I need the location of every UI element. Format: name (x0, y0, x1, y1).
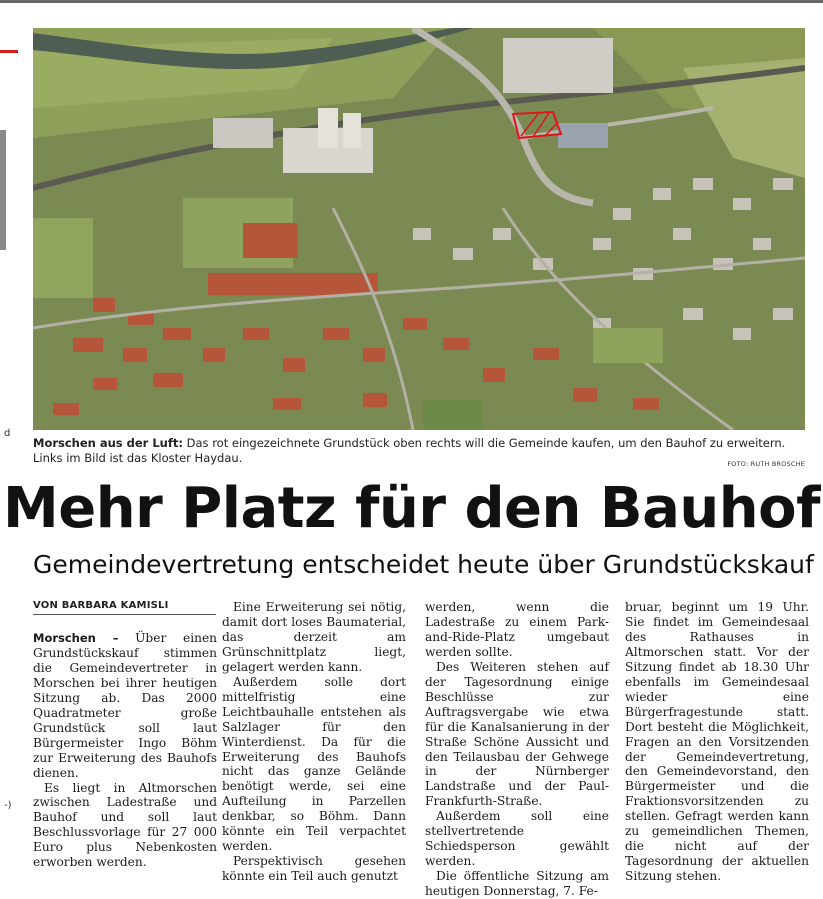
article-column-3 (425, 600, 609, 899)
paragraph: Die öffentliche Sitzung am heutigen Donnerstag, 7. Fe- (425, 869, 609, 899)
caption-text: Das rot eingezeichnete Grundstück oben rechts will die Gemeinde kaufen, um den Bauhof zu erweitern. Links im Bild ist das Kloster Haydau. (33, 436, 786, 465)
article-column-2 (222, 600, 406, 884)
aerial-photo-illustration (33, 28, 805, 430)
paragraph: Außerdem soll eine stellvertretende Schiedsperson gewählt werden. (425, 809, 609, 869)
dateline: Morschen – (33, 631, 119, 645)
adjacent-photo-edge (0, 130, 6, 250)
paragraph: Außerdem solle dort mittelfristig eine Leichtbauhalle entstehen als Salzlager für den Winterdienst. Da für die Erweiterung des Bauhofs nicht das ganze Gelände benötigt werde, sei eine Aufteilung in Parzellen denkbar, so Böhm. Dann könnte ein Teil verpachtet werden. (222, 674, 406, 854)
paragraph: Perspektivisch gesehen könnte ein Teil auch genutzt (222, 854, 406, 884)
paragraph: Des Weiteren stehen auf der Tagesordnung einige Beschlüsse zur Auftragsvergabe wie etwa für die Kanalsanierung in der Straße Schöne Aussicht und den Teilausbau der Gehwege in der Nürnberger Landstraße und der Paul-Frankfurth-Straße. (425, 659, 609, 809)
caption-label: Morschen aus der Luft: (33, 436, 183, 450)
adjacent-text-fragment: d (4, 428, 11, 439)
headline: Mehr Platz für den Bauhof (3, 476, 820, 541)
top-rule (0, 0, 823, 3)
photo-caption (33, 436, 805, 466)
adjacent-article-strip (0, 0, 30, 892)
byline: VON BARBARA KAMISLI (33, 600, 169, 611)
aerial-photo (33, 28, 805, 430)
article-column-4 (625, 600, 809, 884)
paragraph: Eine Erweiterung sei nötig, damit dort loses Baumaterial, das derzeit am Grünschnittplatz liegt, gelagert werden kann. (222, 600, 406, 674)
paragraph: bruar, beginnt um 19 Uhr. Sie findet im Gemeindesaal des Rathauses in Altmorschen statt. Vor der Sitzung findet ab 18.30 Uhr ebenfalls im Gemeindesaal wieder eine Bürgerfragestunde statt. Dort besteht die Möglichkeit, Fragen an den Vorsitzenden der Gemeindevertretung, den Gemeindevorstand, den Bürgermeister und die Fraktionsvorsitzenden zu stellen. Gefragt werden kann zu gemeindlichen Themen, die nicht auf der Tagesordnung der aktuellen Sitzung stehen. (625, 600, 809, 884)
photo-credit: FOTO: RUTH BROSCHE (727, 460, 805, 468)
adjacent-text-fragment: -) (4, 800, 12, 811)
adjacent-red-mark (0, 50, 18, 53)
subheadline: Gemeindevertretung entscheidet heute über Grundstückskauf (33, 550, 814, 579)
paragraph: werden, wenn die Ladestraße zu einem Park-and-Ride-Platz umgebaut werden sollte. (425, 600, 609, 659)
byline-rule (33, 614, 216, 615)
paragraph: Über einen Grundstückskauf stimmen die Gemeindevertreter in Morschen bei ihrer heutigen Sitzung ab. Das 2000 Quadratmeter große Grundstück soll laut Bürgermeister Ingo Böhm zur Erweiterung des Bauhofs dienen. (33, 631, 218, 780)
paragraph: Es liegt in Altmorschen zwischen Ladestraße und Bauhof und soll laut Beschlussvorlage für 27 000 Euro plus Nebenkosten erworben werden. (33, 780, 217, 870)
article-column-1 (33, 631, 217, 870)
